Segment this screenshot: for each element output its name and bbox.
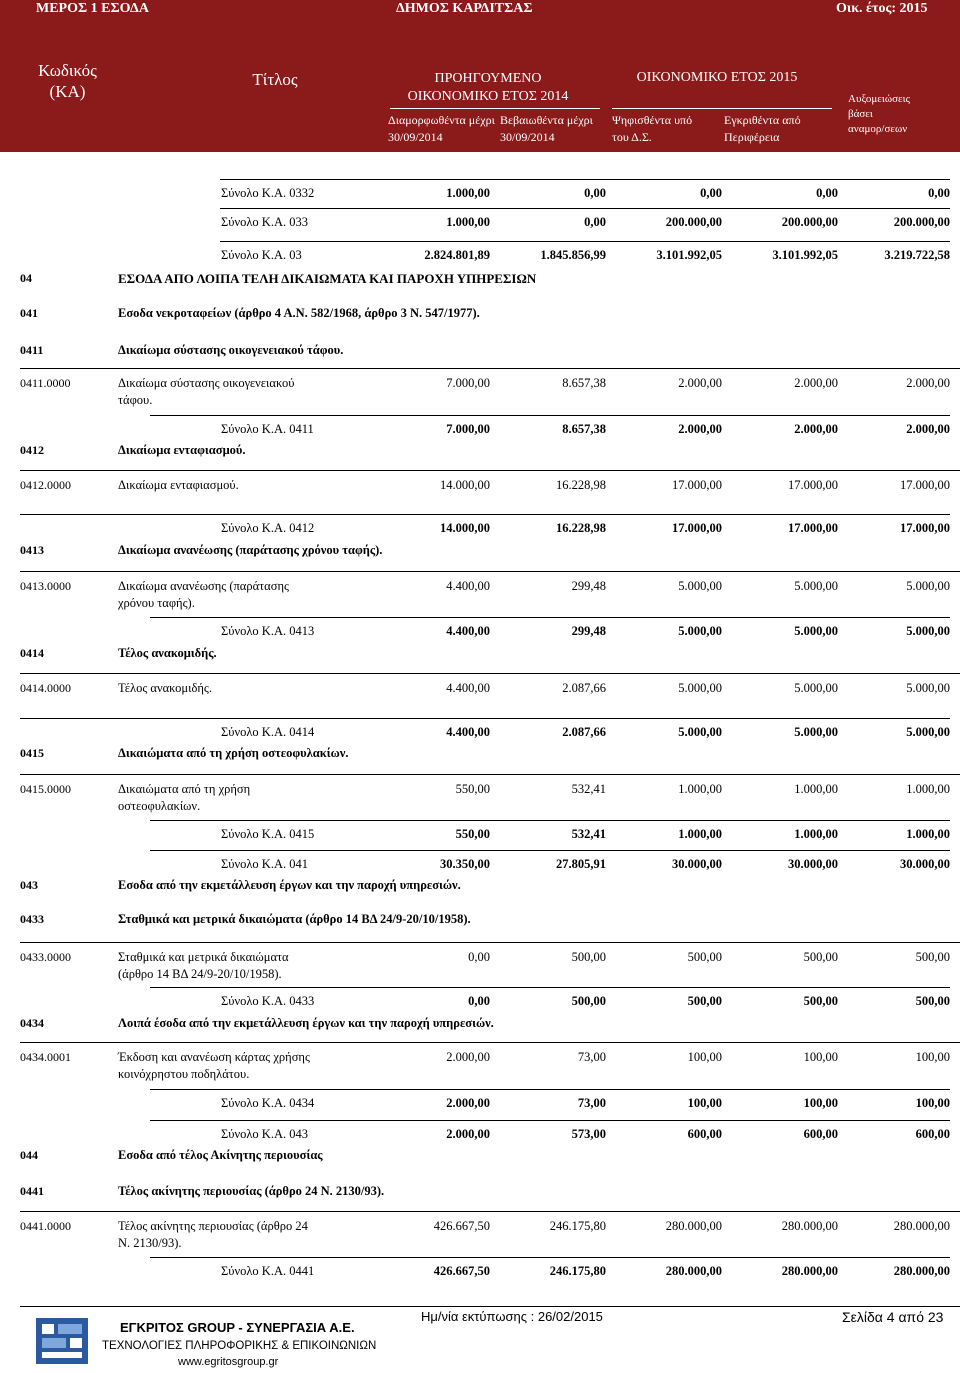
row-divider — [20, 942, 960, 943]
code-header-line1: Κωδικός — [38, 61, 97, 80]
account-title: Σταθμικά και μετρικά δικαιώματα (άρθρο 14 ΒΔ 24/9-20/10/1958). — [118, 912, 471, 926]
value-cell: 17.000,00 — [672, 521, 722, 535]
account-title: Δικαίωμα σύστασης οικογενειακού — [118, 376, 295, 390]
value-cell: 3.219.722,58 — [884, 248, 950, 262]
company-name: ΕΓΚΡΙΤΟΣ GROUP - ΣΥΝΕΡΓΑΣΙΑ Α.Ε. — [120, 1320, 355, 1335]
value-cell: 100,00 — [915, 1050, 950, 1064]
value-cell: 2.087,66 — [562, 681, 606, 695]
row-divider — [20, 718, 950, 719]
row-divider — [20, 1042, 960, 1043]
account-code: 0414 — [20, 646, 44, 660]
value-cell: 280.000,00 — [665, 1219, 722, 1233]
code-header — [20, 60, 115, 102]
row-divider — [220, 208, 950, 209]
verified-line1: Βεβαιωθέντα μέχρι — [500, 113, 593, 127]
total-label: Σύνολο Κ.Α. 0441 — [221, 1264, 315, 1278]
value-cell: 14.000,00 — [440, 521, 490, 535]
value-cell: 2.824.801,89 — [424, 248, 490, 262]
verified-header — [500, 112, 610, 146]
value-cell: 17.000,00 — [672, 478, 722, 492]
value-cell: 17.000,00 — [900, 478, 950, 492]
value-cell: 500,00 — [687, 950, 722, 964]
print-date: Ημ/νία εκτύπωσης : 26/02/2015 — [421, 1309, 603, 1324]
current-year-header: ΟΙΚΟΝΟΜΙΚΟ ΕΤΟΣ 2015 — [636, 70, 798, 85]
verified-line2: 30/09/2014 — [500, 130, 555, 144]
value-cell: 8.657,38 — [562, 422, 606, 436]
value-cell: 30.350,00 — [440, 857, 490, 871]
total-label: Σύνολο Κ.Α. 0411 — [221, 422, 314, 436]
value-cell: 7.000,00 — [446, 376, 490, 390]
value-cell: 73,00 — [577, 1050, 606, 1064]
value-cell: 200.000,00 — [781, 215, 838, 229]
total-label: Σύνολο Κ.Α. 0412 — [221, 521, 315, 535]
prev-year-line1: ΠΡΟΗΓΟΥΜΕΝΟ — [434, 71, 542, 86]
value-cell: 200.000,00 — [665, 215, 722, 229]
value-cell: 426.667,50 — [433, 1219, 490, 1233]
value-cell: 5.000,00 — [794, 725, 838, 739]
value-cell: 1.000,00 — [906, 827, 950, 841]
value-cell: 2.000,00 — [794, 422, 838, 436]
account-title: Δικαίωμα ανανέωσης (παράτασης — [118, 579, 289, 593]
page-top-bar — [0, 0, 960, 22]
total-label: Σύνολο Κ.Α. 041 — [221, 857, 308, 871]
approved-line1: Εγκριθέντα από — [724, 113, 801, 127]
value-cell: 299,48 — [571, 624, 606, 638]
row-divider — [220, 179, 950, 180]
value-cell: 100,00 — [687, 1050, 722, 1064]
value-cell: 5.000,00 — [678, 681, 722, 695]
row-divider — [20, 470, 960, 471]
value-cell: 4.400,00 — [446, 579, 490, 593]
row-divider — [150, 1120, 950, 1121]
logo-icon — [36, 1318, 88, 1364]
value-cell: 7.000,00 — [446, 422, 490, 436]
value-cell: 0,00 — [816, 186, 838, 200]
value-cell: 426.667,50 — [433, 1264, 490, 1278]
value-cell: 1.000,00 — [678, 827, 722, 841]
value-cell: 532,41 — [571, 827, 606, 841]
value-cell: 200.000,00 — [893, 215, 950, 229]
row-divider — [150, 850, 950, 851]
account-code: 0412 — [20, 443, 44, 457]
row-divider — [150, 617, 950, 618]
value-cell: 16.228,98 — [556, 478, 606, 492]
value-cell: 5.000,00 — [678, 725, 722, 739]
account-title-cont: (άρθρο 14 ΒΔ 24/9-20/10/1958). — [118, 967, 282, 981]
value-cell: 73,00 — [577, 1096, 606, 1110]
value-cell: 2.000,00 — [446, 1127, 490, 1141]
municipality-label: ΔΗΜΟΣ ΚΑΡΔΙΤΣΑΣ — [396, 1, 533, 16]
value-cell: 27.805,91 — [556, 857, 606, 871]
account-code: 043 — [20, 878, 38, 892]
value-cell: 280.000,00 — [893, 1264, 950, 1278]
account-code: 0433 — [20, 912, 44, 926]
formed-header — [388, 112, 498, 146]
fiscal-year-label: Οικ. έτος: 2015 — [836, 1, 928, 16]
value-cell: 100,00 — [687, 1096, 722, 1110]
prev-year-line2: ΟΙΚΟΝΟΜΙΚΟ ΕΤΟΣ 2014 — [407, 89, 569, 104]
row-divider — [20, 514, 950, 515]
account-title: Τέλος ακίνητης περιουσίας (άρθρο 24 — [118, 1219, 308, 1233]
value-cell: 0,00 — [928, 186, 950, 200]
title-header: Τίτλος — [252, 70, 298, 89]
total-label: Σύνολο Κ.Α. 0433 — [221, 994, 315, 1008]
value-cell: 280.000,00 — [781, 1264, 838, 1278]
value-cell: 1.000,00 — [446, 215, 490, 229]
company-tagline: ΤΕΧΝΟΛΟΓΙΕΣ ΠΛΗΡΟΦΟΡΙΚΗΣ & ΕΠΙΚΟΙΝΩΝΙΩΝ — [102, 1340, 377, 1352]
value-cell: 0,00 — [584, 215, 606, 229]
value-cell: 5.000,00 — [678, 624, 722, 638]
account-title-cont: χρόνου ταφής). — [118, 596, 195, 610]
value-cell: 4.400,00 — [446, 681, 490, 695]
value-cell: 1.000,00 — [678, 782, 722, 796]
changes-line1: Αυξομειώσεις — [848, 93, 910, 105]
account-code: 04 — [20, 271, 32, 285]
value-cell: 14.000,00 — [440, 478, 490, 492]
value-cell: 600,00 — [803, 1127, 838, 1141]
value-cell: 2.000,00 — [678, 376, 722, 390]
account-code: 0413 — [20, 543, 44, 557]
value-cell: 17.000,00 — [788, 521, 838, 535]
value-cell: 30.000,00 — [900, 857, 950, 871]
header-divider-prev — [390, 108, 600, 109]
row-divider — [150, 1257, 950, 1258]
value-cell: 5.000,00 — [906, 681, 950, 695]
account-title-cont: οστεοφυλακίων. — [118, 799, 201, 813]
changes-line3: αναμορ/σεων — [848, 123, 908, 135]
value-cell: 1.845.856,99 — [540, 248, 606, 262]
value-cell: 600,00 — [687, 1127, 722, 1141]
account-title: Δικαίωμα ενταφιασμού. — [118, 478, 239, 492]
total-label: Σύνολο Κ.Α. 0415 — [221, 827, 315, 841]
account-code: 044 — [20, 1148, 38, 1162]
value-cell: 246.175,80 — [549, 1219, 606, 1233]
value-cell: 17.000,00 — [788, 478, 838, 492]
voted-header — [612, 112, 722, 146]
account-title: Τέλος ανακομιδής. — [118, 646, 217, 660]
value-cell: 500,00 — [803, 950, 838, 964]
value-cell: 3.101.992,05 — [656, 248, 722, 262]
total-label: Σύνολο Κ.Α. 033 — [221, 215, 308, 229]
prev-year-header — [378, 70, 598, 106]
value-cell: 550,00 — [455, 782, 490, 796]
value-cell: 8.657,38 — [562, 376, 606, 390]
row-divider — [20, 571, 960, 572]
approved-line2: Περιφέρεια — [724, 130, 780, 144]
value-cell: 1.000,00 — [906, 782, 950, 796]
value-cell: 100,00 — [915, 1096, 950, 1110]
value-cell: 500,00 — [687, 994, 722, 1008]
account-title: Τέλος ακίνητης περιουσίας (άρθρο 24 Ν. 2130/93). — [118, 1184, 385, 1198]
value-cell: 1.000,00 — [446, 186, 490, 200]
account-code: 0441 — [20, 1184, 44, 1198]
formed-line1: Διαμορφωθέντα μέχρι — [388, 113, 495, 127]
company-website[interactable]: www.egritosgroup.gr — [178, 1356, 279, 1368]
page-number: Σελίδα 4 από 23 — [842, 1309, 944, 1325]
value-cell: 5.000,00 — [906, 624, 950, 638]
value-cell: 500,00 — [803, 994, 838, 1008]
column-header — [0, 22, 960, 152]
value-cell: 600,00 — [915, 1127, 950, 1141]
section-label: ΜΕΡΟΣ 1 ΕΣΟΔΑ — [36, 1, 149, 16]
account-code: 0413.0000 — [20, 579, 71, 593]
total-label: Σύνολο Κ.Α. 03 — [221, 248, 302, 262]
row-divider — [20, 774, 960, 775]
account-title: Δικαίωμα ενταφιασμού. — [118, 443, 246, 457]
account-title: Έκδοση και ανανέωση κάρτας χρήσης — [118, 1050, 310, 1064]
row-divider — [220, 241, 950, 242]
value-cell: 0,00 — [584, 186, 606, 200]
account-code: 0433.0000 — [20, 950, 71, 964]
account-title: Εσοδα νεκροταφείων (άρθρο 4 Α.Ν. 582/1968, άρθρο 3 Ν. 547/1977). — [118, 306, 480, 320]
account-code: 0415.0000 — [20, 782, 71, 796]
changes-line2: βάσει — [848, 108, 873, 120]
account-code: 041 — [20, 306, 38, 320]
value-cell: 0,00 — [468, 950, 490, 964]
company-logo — [36, 1318, 88, 1364]
value-cell: 100,00 — [803, 1050, 838, 1064]
value-cell: 500,00 — [915, 950, 950, 964]
value-cell: 1.000,00 — [794, 827, 838, 841]
account-title-cont: τάφου. — [118, 393, 153, 407]
row-divider — [150, 415, 950, 416]
row-divider — [20, 1211, 960, 1212]
account-code: 0441.0000 — [20, 1219, 71, 1233]
account-title: Τέλος ανακομιδής. — [118, 681, 213, 695]
header-divider-current — [612, 108, 832, 109]
value-cell: 280.000,00 — [665, 1264, 722, 1278]
value-cell: 299,48 — [571, 579, 606, 593]
account-title: Σταθμικά και μετρικά δικαιώματα — [118, 950, 289, 964]
value-cell: 5.000,00 — [794, 579, 838, 593]
value-cell: 2.000,00 — [446, 1050, 490, 1064]
account-code: 0414.0000 — [20, 681, 71, 695]
row-divider — [150, 820, 950, 821]
account-code: 0434 — [20, 1016, 44, 1030]
account-title: Εσοδα από τέλος Ακίνητης περιουσίας — [118, 1148, 323, 1162]
total-label: Σύνολο Κ.Α. 0332 — [221, 186, 315, 200]
account-title: Δικαίωμα σύστασης οικογενειακού τάφου. — [118, 343, 344, 357]
value-cell: 0,00 — [700, 186, 722, 200]
value-cell: 30.000,00 — [672, 857, 722, 871]
value-cell: 532,41 — [571, 782, 606, 796]
row-divider — [20, 673, 960, 674]
total-label: Σύνολο Κ.Α. 0434 — [221, 1096, 315, 1110]
value-cell: 2.000,00 — [906, 422, 950, 436]
value-cell: 4.400,00 — [446, 624, 490, 638]
changes-header — [848, 92, 958, 137]
account-code: 0415 — [20, 746, 44, 760]
account-title: Λοιπά έσοδα από την εκμετάλλευση έργων και την παροχή υπηρεσιών. — [118, 1016, 494, 1030]
row-divider — [150, 987, 950, 988]
total-label: Σύνολο Κ.Α. 0414 — [221, 725, 315, 739]
value-cell: 1.000,00 — [794, 782, 838, 796]
account-title-cont: κοινόχρηστου ποδηλάτου. — [118, 1067, 250, 1081]
account-title-cont: Ν. 2130/93). — [118, 1236, 182, 1250]
account-title: Δικαίωμα ανανέωσης (παράτασης χρόνου ταφής). — [118, 543, 383, 557]
account-title: Εσοδα από την εκμετάλλευση έργων και την παροχή υπηρεσιών. — [118, 878, 461, 892]
value-cell: 5.000,00 — [906, 725, 950, 739]
value-cell: 5.000,00 — [794, 624, 838, 638]
value-cell: 246.175,80 — [549, 1264, 606, 1278]
value-cell: 5.000,00 — [794, 681, 838, 695]
value-cell: 3.101.992,05 — [772, 248, 838, 262]
value-cell: 500,00 — [915, 994, 950, 1008]
value-cell: 280.000,00 — [781, 1219, 838, 1233]
value-cell: 16.228,98 — [556, 521, 606, 535]
account-code: 0411.0000 — [20, 376, 71, 390]
account-title: Δικαιώματα από τη χρήση — [118, 782, 251, 796]
account-code: 0412.0000 — [20, 478, 71, 492]
code-header-line2: (ΚΑ) — [49, 82, 86, 101]
value-cell: 0,00 — [468, 994, 490, 1008]
voted-line2: του Δ.Σ. — [612, 130, 652, 144]
voted-line1: Ψηφισθέντα υπό — [612, 113, 693, 127]
formed-line2: 30/09/2014 — [388, 130, 443, 144]
value-cell: 2.000,00 — [906, 376, 950, 390]
value-cell: 5.000,00 — [906, 579, 950, 593]
value-cell: 573,00 — [571, 1127, 606, 1141]
value-cell: 100,00 — [803, 1096, 838, 1110]
value-cell: 17.000,00 — [900, 521, 950, 535]
value-cell: 550,00 — [455, 827, 490, 841]
value-cell: 30.000,00 — [788, 857, 838, 871]
footer-line — [20, 1306, 960, 1307]
total-label: Σύνολο Κ.Α. 043 — [221, 1127, 308, 1141]
approved-header — [724, 112, 834, 146]
value-cell: 280.000,00 — [893, 1219, 950, 1233]
account-code: 0434.0001 — [20, 1050, 71, 1064]
account-title: Δικαιώματα από τη χρήση οστεοφυλακίων. — [118, 746, 349, 760]
value-cell: 4.400,00 — [446, 725, 490, 739]
value-cell: 2.000,00 — [794, 376, 838, 390]
row-divider — [150, 1089, 950, 1090]
total-label: Σύνολο Κ.Α. 0413 — [221, 624, 315, 638]
value-cell: 500,00 — [571, 950, 606, 964]
value-cell: 2.087,66 — [562, 725, 606, 739]
account-title: ΕΣΟΔΑ ΑΠΟ ΛΟΙΠΑ ΤΕΛΗ ΔΙΚΑΙΩΜΑΤΑ ΚΑΙ ΠΑΡΟΧΗ ΥΠΗΡΕΣΙΩΝ — [118, 271, 537, 286]
account-code: 0411 — [20, 343, 44, 357]
value-cell: 5.000,00 — [678, 579, 722, 593]
value-cell: 2.000,00 — [678, 422, 722, 436]
value-cell: 500,00 — [571, 994, 606, 1008]
value-cell: 2.000,00 — [446, 1096, 490, 1110]
row-divider — [20, 368, 960, 369]
